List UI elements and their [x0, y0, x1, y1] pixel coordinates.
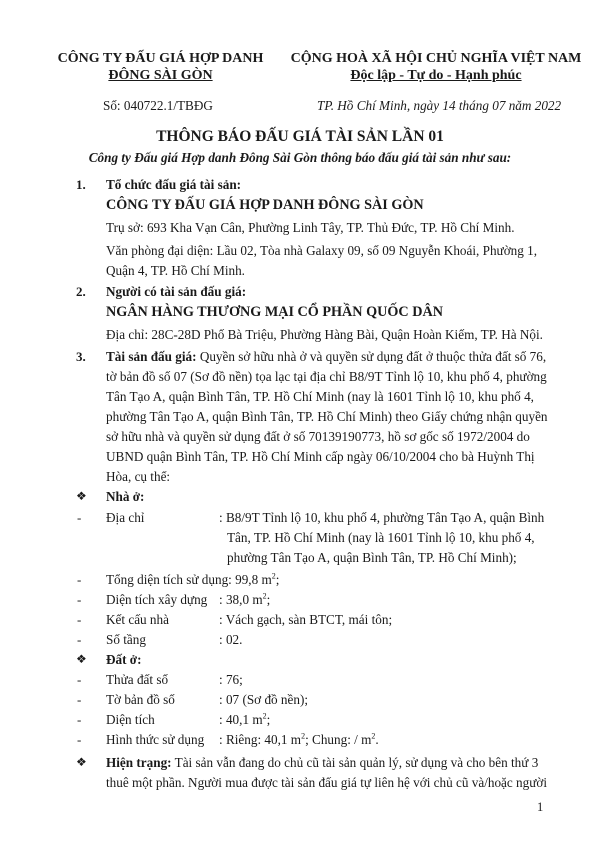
section-3-line7: Hòa, cụ thể:	[106, 469, 171, 484]
house-structure-label: Kết cấu nhà	[106, 612, 169, 627]
land-area-dash: -	[77, 712, 82, 727]
house-floors-dash: -	[77, 632, 82, 647]
land-use-label: Hình thức sử dụng	[106, 732, 205, 747]
house-bullet-icon: ❖	[76, 489, 87, 503]
section-1-heading: Tổ chức đấu giá tài sản:	[106, 177, 242, 192]
auction-company-rep-line2: Quận 4, TP. Hồ Chí Minh.	[106, 263, 245, 278]
house-address-line2: Tân, TP. Hồ Chí Minh (nay là 1601 Tỉnh lộ 10, khu phố 4,	[227, 530, 535, 545]
land-map-label: Tờ bản đồ số	[106, 692, 175, 707]
house-total-area	[106, 570, 279, 590]
section-3-line3: Tân Tạo A, quận Bình Tân, TP. Hồ Chí Minh (nay là 1601 Tỉnh lộ 10, khu phố 4,	[106, 389, 534, 404]
house-address-line1: : B8/9T Tỉnh lộ 10, khu phố 4, phường Tân Tạo A, quận Bình	[219, 510, 545, 525]
house-build-area-label: Diện tích xây dựng	[106, 592, 208, 607]
status-line2: thuê một phần. Người mua được tài sản đấu giá tự liên hệ với chủ cũ và/hoặc người	[106, 775, 548, 790]
land-bullet-icon: ❖	[76, 652, 87, 666]
nation-motto	[280, 68, 592, 84]
status-heading: Hiện trạng:	[106, 755, 172, 770]
nation-motto-text: Độc lập - Tự do - Hạnh phúc	[350, 68, 522, 83]
asset-owner-name: NGÂN HÀNG THƯƠNG MẠI CỔ PHẦN QUỐC DÂN	[106, 304, 443, 320]
land-map-value: : 07 (Sơ đồ nền);	[219, 692, 309, 707]
land-parcel-label: Thửa đất số	[106, 672, 169, 687]
house-total-area-text: Tổng diện tích sử dụng: 99,8 m	[106, 572, 272, 587]
section-3-line2: tờ bản đồ số 07 (Sơ đồ nền) tọa lạc tại địa chỉ B8/9T Tỉnh lộ 10, khu phố 4, phường	[106, 369, 547, 384]
house-heading: Nhà ở:	[106, 489, 145, 504]
page-number: 1	[537, 800, 544, 814]
place-date: TP. Hồ Chí Minh, ngày 14 tháng 07 năm 2022	[317, 98, 562, 113]
section-3-number: 3.	[76, 349, 86, 364]
section-2-heading: Người có tài sản đấu giá:	[106, 284, 247, 299]
house-structure-value: : Vách gạch, sàn BTCT, mái tôn;	[219, 612, 393, 627]
company-name-line1: CÔNG TY ĐẤU GIÁ HỢP DANH	[57, 51, 264, 66]
land-parcel-value: : 76;	[219, 672, 243, 687]
house-build-area-end: ;	[266, 592, 271, 607]
house-structure-dash: -	[77, 612, 82, 627]
auction-company-name: CÔNG TY ĐẤU GIÁ HỢP DANH ĐÔNG SÀI GÒN	[106, 197, 424, 213]
land-area-sup: 2	[262, 711, 267, 721]
status-bullet-icon: ❖	[76, 755, 87, 769]
house-address-label: Địa chỉ	[106, 510, 145, 525]
land-use-sup-private: 2	[301, 731, 306, 741]
land-area-end: ;	[266, 712, 271, 727]
land-area-value-text: : 40,1 m	[219, 712, 263, 727]
land-heading: Đất ở:	[106, 652, 142, 667]
house-build-area-dash: -	[77, 592, 82, 607]
section-3-heading: Tài sản đấu giá:	[106, 349, 197, 364]
section-3-line1-text: Quyền sở hữu nhà ở và quyền sử dụng đất ở thuộc thửa đất số 76,	[196, 349, 547, 364]
house-build-area-sup: 2	[262, 591, 267, 601]
land-use-value	[219, 730, 379, 750]
section-3-line5: sở hữu nhà và quyền sử dụng đất ở số 70139190773, hồ sơ gốc số 1972/2004 do	[106, 429, 530, 444]
land-use-sup-shared: 2	[371, 731, 376, 741]
house-address-line3: phường Tân Tạo A, quận Bình Tân, TP. Hồ Chí Minh);	[227, 550, 517, 565]
section-1-number: 1.	[76, 177, 86, 192]
house-total-area-end: ;	[275, 572, 280, 587]
status-line1	[106, 753, 538, 773]
house-total-area-dash: -	[77, 572, 82, 587]
house-floors-value: : 02.	[219, 632, 243, 647]
nation-title: CỘNG HOÀ XÃ HỘI CHỦ NGHĨA VIỆT NAM	[290, 51, 582, 66]
auction-company-rep-line1: Văn phòng đại diện: Lầu 02, Tòa nhà Galaxy 09, số 09 Nguyễn Khoái, Phường 1,	[106, 243, 538, 258]
section-2-number: 2.	[76, 284, 86, 299]
company-name-line2-text: ĐÔNG SÀI GÒN	[108, 68, 213, 83]
house-build-area-value-text: : 38,0 m	[219, 592, 263, 607]
document-subtitle: Công ty Đấu giá Hợp danh Đông Sài Gòn thông báo đấu giá tài sản như sau:	[88, 150, 512, 165]
land-area-value	[219, 710, 270, 730]
house-build-area-value	[219, 590, 270, 610]
land-use-value-text: : Riêng: 40,1 m	[219, 732, 302, 747]
land-use-value-end: .	[375, 732, 379, 747]
asset-owner-address: Địa chỉ: 28C-28D Phố Bà Triệu, Phường Hàng Bài, Quận Hoàn Kiếm, TP. Hà Nội.	[106, 327, 543, 342]
house-total-area-sup: 2	[271, 571, 276, 581]
document-title: THÔNG BÁO ĐẤU GIÁ TÀI SẢN LẦN 01	[156, 128, 444, 145]
land-map-dash: -	[77, 692, 82, 707]
auction-company-office: Trụ sở: 693 Kha Vạn Cân, Phường Linh Tây, TP. Thủ Đức, TP. Hồ Chí Minh.	[106, 220, 515, 235]
land-parcel-dash: -	[77, 672, 82, 687]
land-use-value-tail: ; Chung: / m	[305, 732, 372, 747]
land-area-label: Diện tích	[106, 712, 155, 727]
section-3-line4: phường Tân Tạo A, quận Bình Tân, TP. Hồ Chí Minh) theo Giấy chứng nhận quyền	[106, 409, 548, 424]
document-number: Số: 040722.1/TBĐG	[103, 98, 213, 113]
house-floors-label: Số tầng	[106, 632, 146, 647]
land-use-dash: -	[77, 732, 82, 747]
company-name-line2	[48, 68, 273, 84]
section-3-line1	[106, 347, 546, 367]
house-address-dash: -	[77, 510, 82, 525]
status-line1-text: Tài sản vẫn đang do chủ cũ tài sản quản lý, sử dụng và cho bên thứ 3	[171, 755, 539, 770]
section-3-line6: UBND quận Bình Tân, TP. Hồ Chí Minh cấp ngày 06/10/2004 cho bà Huỳnh Thị	[106, 449, 535, 464]
